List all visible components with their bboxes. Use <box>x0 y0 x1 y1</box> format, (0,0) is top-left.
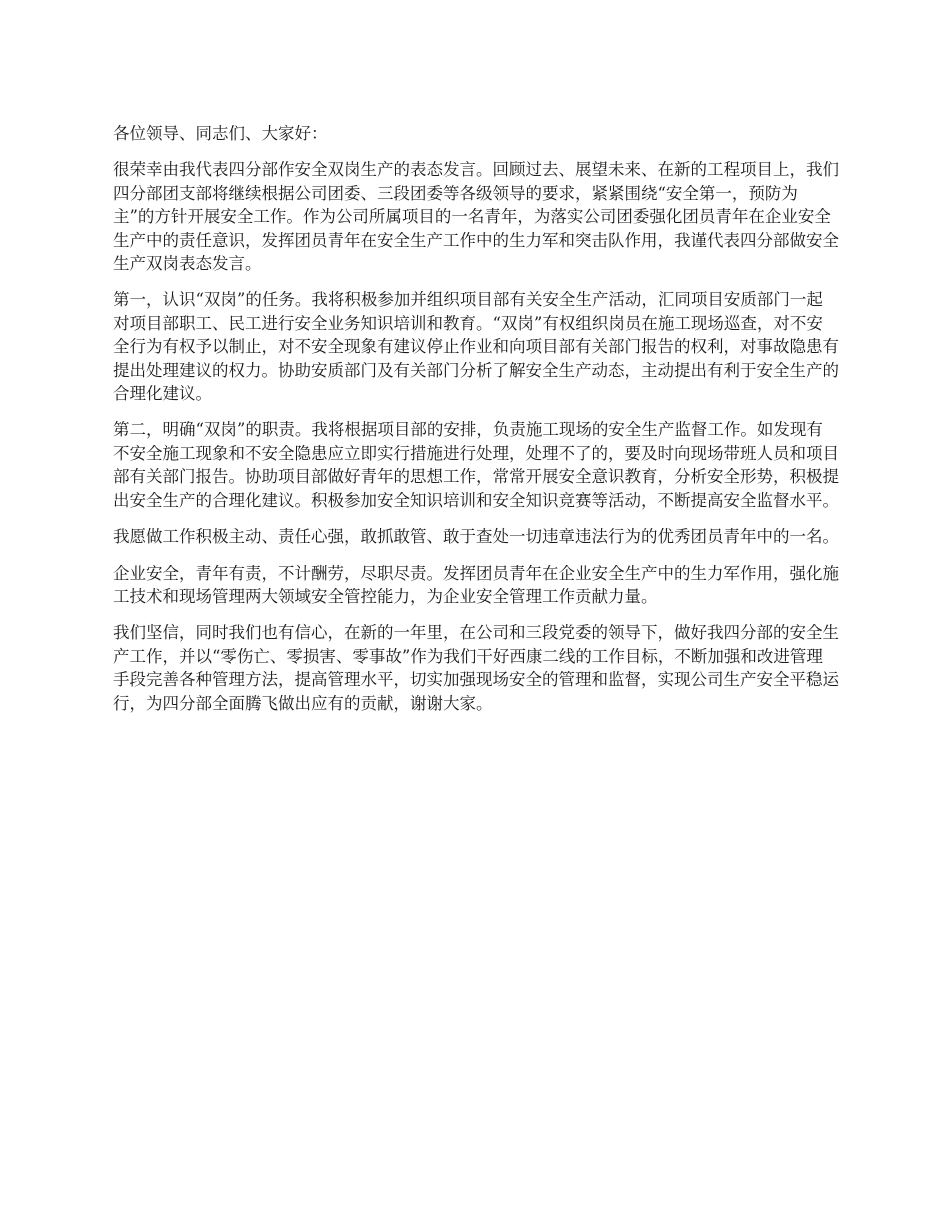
paragraph-intro: 很荣幸由我代表四分部作安全双岗生产的表态发言。回顾过去、展望未来、在新的工程项目上，我们四分部团支部将继续根据公司团委、三段团委等各级领导的要求，紧紧围绕“安全第一，预防为主”的方针开展安全工作。作为公司所属项目的一名青年，为落实公司团委强化团员青年在企业安全生产中的责任意识，发挥团员青年在安全生产工作中的生力军和突击队作用，我谨代表四分部做安全生产双岗表态发言。 <box>113 160 839 274</box>
salutation: 各位领导、同志们、大家好： <box>113 124 328 143</box>
paragraph-enterprise-safety: 企业安全，青年有责，不计酬劳，尽职尽责。发挥团员青年在企业安全生产中的生力军作用，强化施工技术和现场管理两大领域安全管控能力，为企业安全管理工作贡献力量。 <box>113 563 839 606</box>
paragraph-duty: 第二，明确“双岗”的职责。我将根据项目部的安排，负责施工现场的安全生产监督工作。如发现有不安全施工现象和不安全隐患应立即实行措施进行处理，处理不了的，要及时向现场带班人员和项目部有关部门报告。协助项目部做好青年的思想工作，常常开展安全意识教育，分析安全形势，积极提出安全生产的合理化建议。积极参加安全知识培训和安全知识竞赛等活动，不断提高安全监督水平。 <box>113 420 839 510</box>
paragraph-closing: 我们坚信，同时我们也有信心，在新的一年里，在公司和三段党委的领导下，做好我四分部的安全生产工作，并以“零伤亡、零损害、零事故”作为我们干好西康二线的工作目标，不断加强和改进管理手段完善各种管理方法，提高管理水平，切实加强现场安全的管理和监督，实现公司生产安全平稳运行，为四分部全面腾飞做出应有的贡献，谢谢大家。 <box>113 623 839 713</box>
paragraph-pledge: 我愿做工作积极主动、责任心强，敢抓敢管、敢于查处一切违章违法行为的优秀团员青年中的一名。 <box>113 527 839 547</box>
paragraph-task: 第一，认识“双岗”的任务。我将积极参加并组织项目部有关安全生产活动，汇同项目安质部门一起对项目部职工、民工进行安全业务知识培训和教育。“双岗”有权组织岗员在施工现场巡查，对不安全行为有权予以制止，对不安全现象有建议停止作业和向项目部有关部门报告的权利，对事故隐患有提出处理建议的权力。协助安质部门及有关部门分析了解安全生产动态，主动提出有利于安全生产的合理化建议。 <box>113 290 839 404</box>
